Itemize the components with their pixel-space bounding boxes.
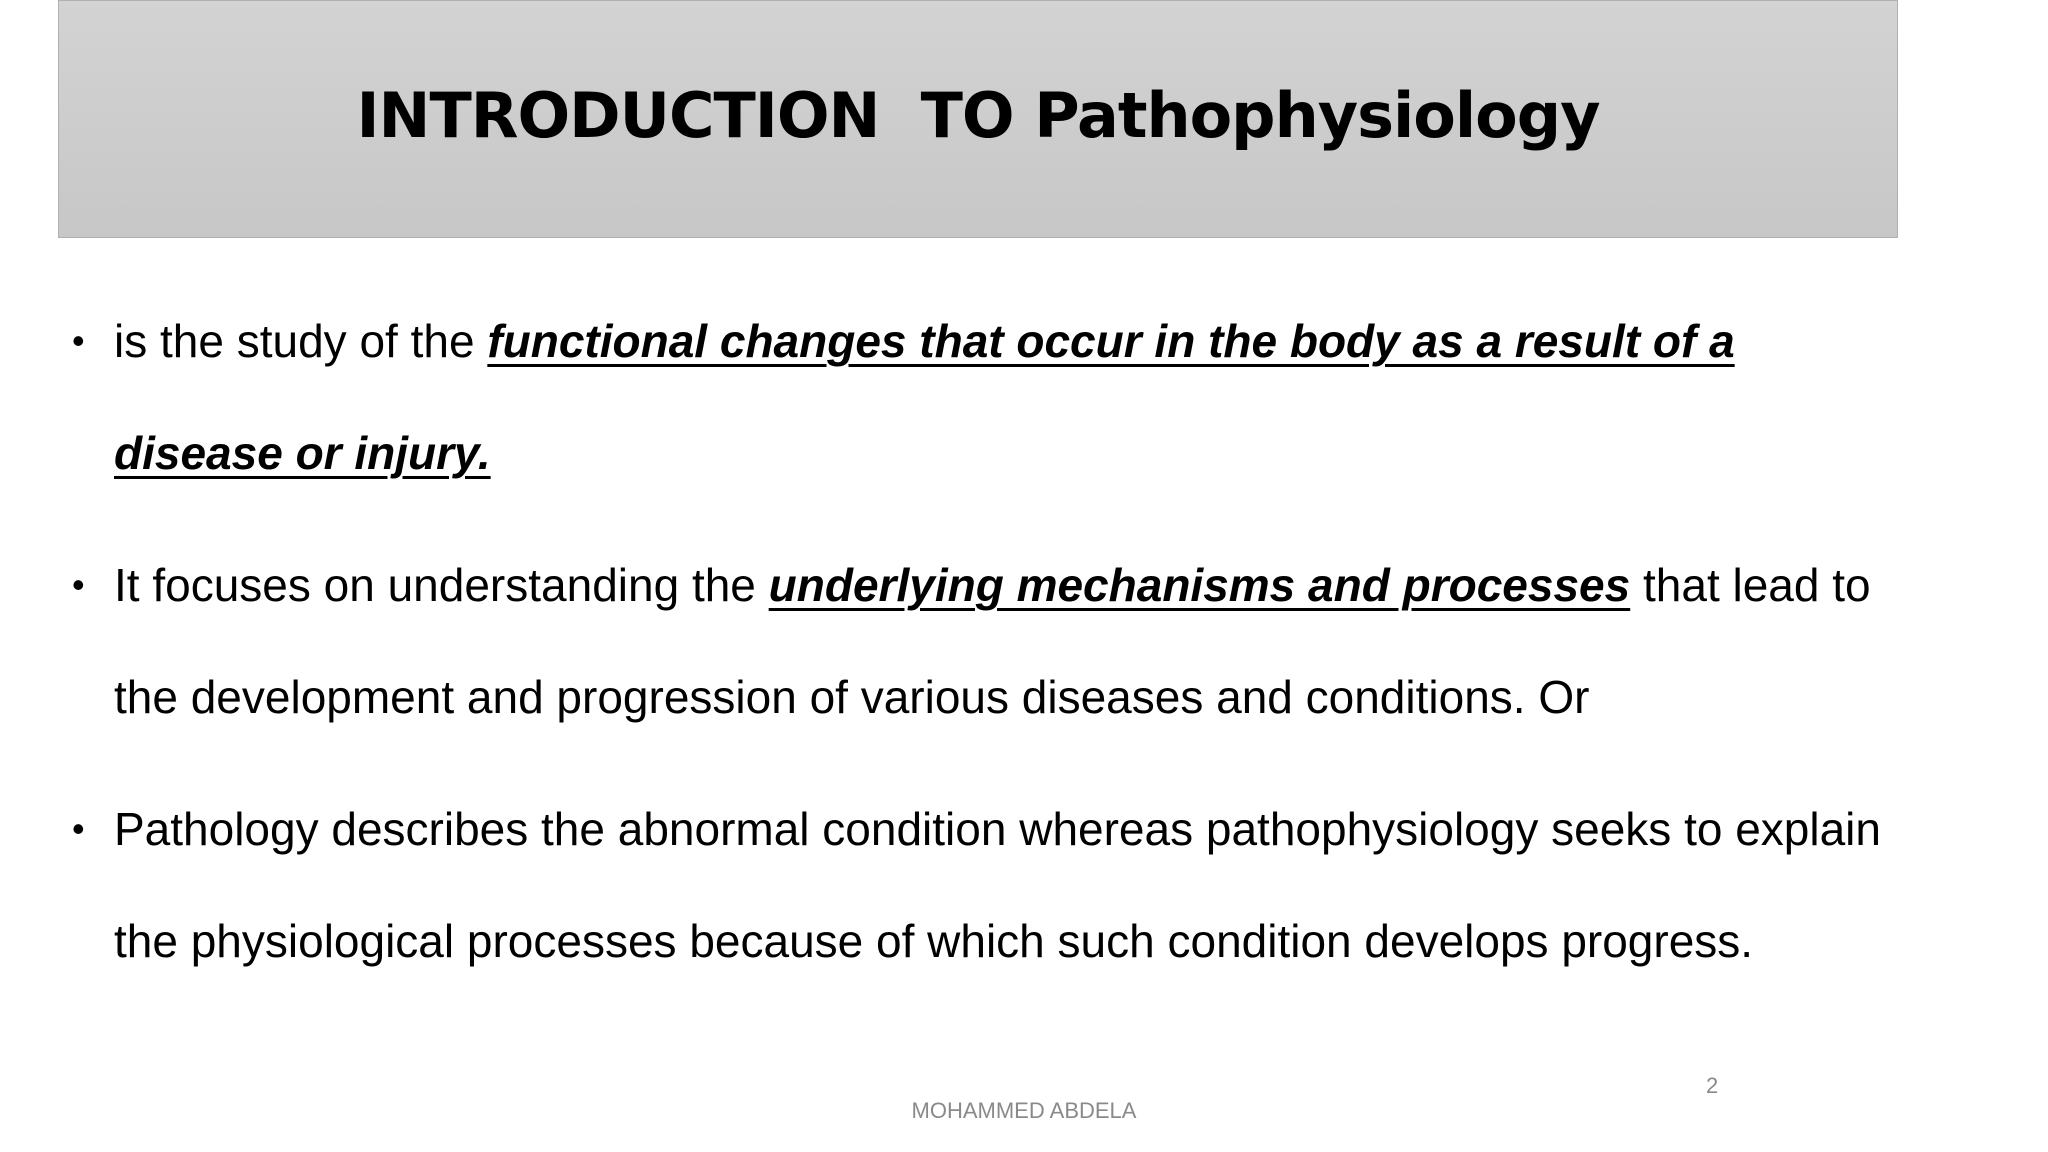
page-number: 2: [1706, 1073, 1719, 1098]
bullet-item: [72, 529, 1902, 753]
bullet-item: [72, 773, 1902, 997]
bullet-list: [72, 285, 1902, 1017]
footer-author: MOHAMMED ABDELA: [911, 1098, 1137, 1123]
bullet-item: [72, 285, 1902, 509]
bullet-dot: •: [72, 320, 85, 361]
bullet-emphasis: functional changes that occur in the body as a result of a disease or injury.: [114, 315, 1735, 479]
bullet-dot: •: [72, 808, 85, 849]
bullet-text: Pathology describes the abnormal condition whereas pathophysiology seeks to explain the physiological processes because of which such condition develops progress.: [114, 803, 1881, 967]
bullet-text: is the study of the: [114, 315, 488, 367]
bullet-text-after: that lead to the development and progression of various diseases and conditions. Or: [114, 559, 1871, 723]
bullet-emphasis: underlying mechanisms and processes: [768, 559, 1631, 611]
title-box: [58, 0, 1898, 238]
slide-title: INTRODUCTION TO Pathophysiology: [356, 79, 1600, 152]
bullet-text: It focuses on understanding the: [114, 559, 769, 611]
bullet-dot: •: [72, 564, 85, 605]
